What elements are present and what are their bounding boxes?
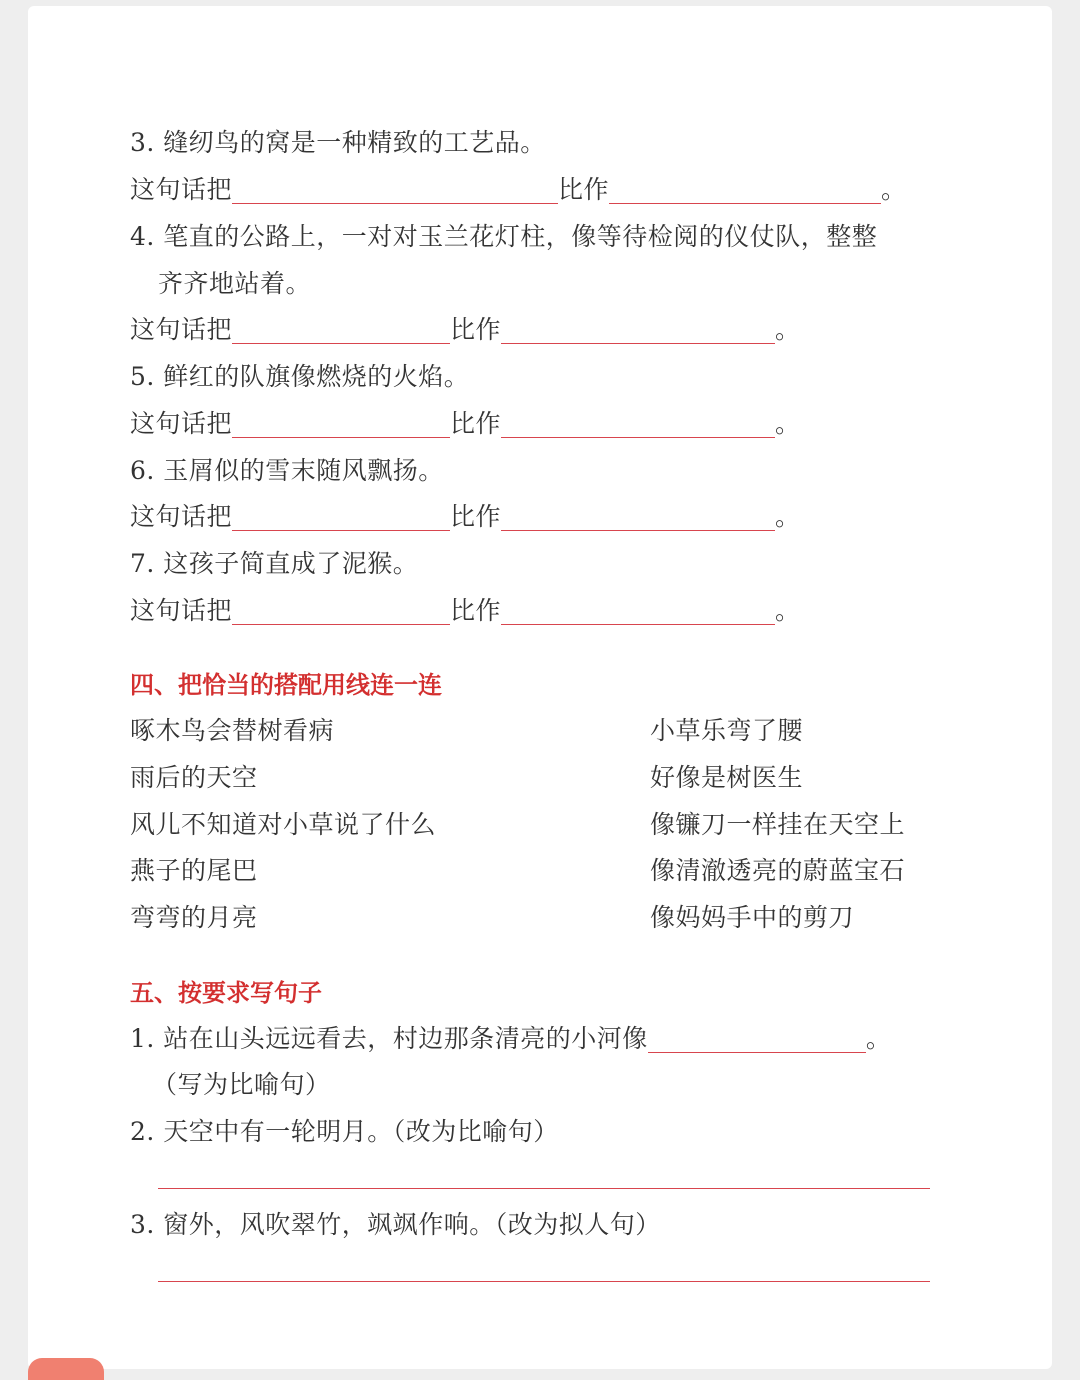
answer-blank-subject[interactable] bbox=[232, 317, 450, 344]
question-3-answer-row bbox=[130, 173, 907, 207]
match-left-item[interactable]: 风儿不知道对小草说了什么 bbox=[130, 810, 437, 839]
page-corner-tab bbox=[28, 1358, 104, 1380]
rewrite-question-3-answer-line[interactable] bbox=[158, 1281, 930, 1282]
answer-prefix: 这句话把 bbox=[130, 596, 233, 625]
answer-blank-object[interactable] bbox=[501, 411, 775, 438]
answer-blank-subject[interactable] bbox=[232, 411, 450, 438]
question-3-sentence: 3. 缝纫鸟的窝是一种精致的工艺品。 bbox=[130, 128, 546, 157]
match-left-item[interactable]: 啄木鸟会替树看病 bbox=[130, 716, 335, 745]
answer-blank-object[interactable] bbox=[501, 504, 775, 531]
match-right-item[interactable]: 小草乐弯了腰 bbox=[650, 716, 804, 745]
answer-blank-subject[interactable] bbox=[232, 598, 450, 625]
question-7-answer-row bbox=[130, 594, 801, 628]
answer-prefix: 这句话把 bbox=[130, 409, 233, 438]
match-right-item[interactable]: 像镰刀一样挂在天空上 bbox=[650, 810, 906, 839]
answer-end: 。 bbox=[881, 175, 907, 204]
question-4-sentence-line2: 齐齐地站着。 bbox=[158, 269, 312, 298]
match-left-item[interactable]: 弯弯的月亮 bbox=[130, 903, 258, 932]
rewrite-question-1 bbox=[130, 1022, 891, 1056]
rewrite-question-2: 2. 天空中有一轮明月。（改为比喻句） bbox=[130, 1117, 559, 1146]
question-5-answer-row bbox=[130, 407, 801, 441]
question-text: 1. 站在山头远远看去，村边那条清亮的小河像 bbox=[130, 1024, 648, 1053]
answer-mid: 比作 bbox=[558, 175, 610, 204]
answer-mid: 比作 bbox=[450, 596, 502, 625]
answer-end: 。 bbox=[865, 1024, 892, 1053]
answer-end: 。 bbox=[775, 596, 801, 625]
answer-end: 。 bbox=[775, 409, 801, 438]
question-4-answer-row bbox=[130, 313, 801, 347]
question-6-answer-row bbox=[130, 500, 801, 534]
match-left-item[interactable]: 燕子的尾巴 bbox=[130, 856, 258, 885]
match-right-item[interactable]: 像清澈透亮的蔚蓝宝石 bbox=[650, 856, 906, 885]
section-5-heading: 五、按要求写句子 bbox=[130, 979, 322, 1007]
answer-blank-subject[interactable] bbox=[232, 177, 558, 204]
answer-blank-object[interactable] bbox=[609, 177, 881, 204]
answer-mid: 比作 bbox=[450, 315, 502, 344]
rewrite-question-1-note: （写为比喻句） bbox=[152, 1070, 331, 1099]
question-6-sentence: 6. 玉屑似的雪末随风飘扬。 bbox=[130, 456, 444, 485]
match-left-item[interactable]: 雨后的天空 bbox=[130, 763, 258, 792]
answer-prefix: 这句话把 bbox=[130, 502, 233, 531]
answer-prefix: 这句话把 bbox=[130, 175, 233, 204]
answer-mid: 比作 bbox=[450, 502, 502, 531]
rewrite-question-2-answer-line[interactable] bbox=[158, 1188, 930, 1189]
match-right-item[interactable]: 像妈妈手中的剪刀 bbox=[650, 903, 855, 932]
section-4-heading: 四、把恰当的搭配用线连一连 bbox=[130, 671, 442, 699]
answer-end: 。 bbox=[775, 502, 801, 531]
rewrite-question-3: 3. 窗外，风吹翠竹，飒飒作响。（改为拟人句） bbox=[130, 1210, 661, 1239]
answer-blank[interactable] bbox=[648, 1026, 866, 1053]
question-4-sentence-line1: 4. 笔直的公路上，一对对玉兰花灯柱，像等待检阅的仪仗队，整整 bbox=[130, 222, 878, 251]
answer-mid: 比作 bbox=[450, 409, 502, 438]
answer-prefix: 这句话把 bbox=[130, 315, 233, 344]
question-7-sentence: 7. 这孩子简直成了泥猴。 bbox=[130, 549, 419, 578]
question-5-sentence: 5. 鲜红的队旗像燃烧的火焰。 bbox=[130, 362, 470, 391]
match-right-item[interactable]: 好像是树医生 bbox=[650, 763, 804, 792]
answer-blank-subject[interactable] bbox=[232, 504, 450, 531]
answer-blank-object[interactable] bbox=[501, 598, 775, 625]
answer-blank-object[interactable] bbox=[501, 317, 775, 344]
answer-end: 。 bbox=[775, 315, 801, 344]
